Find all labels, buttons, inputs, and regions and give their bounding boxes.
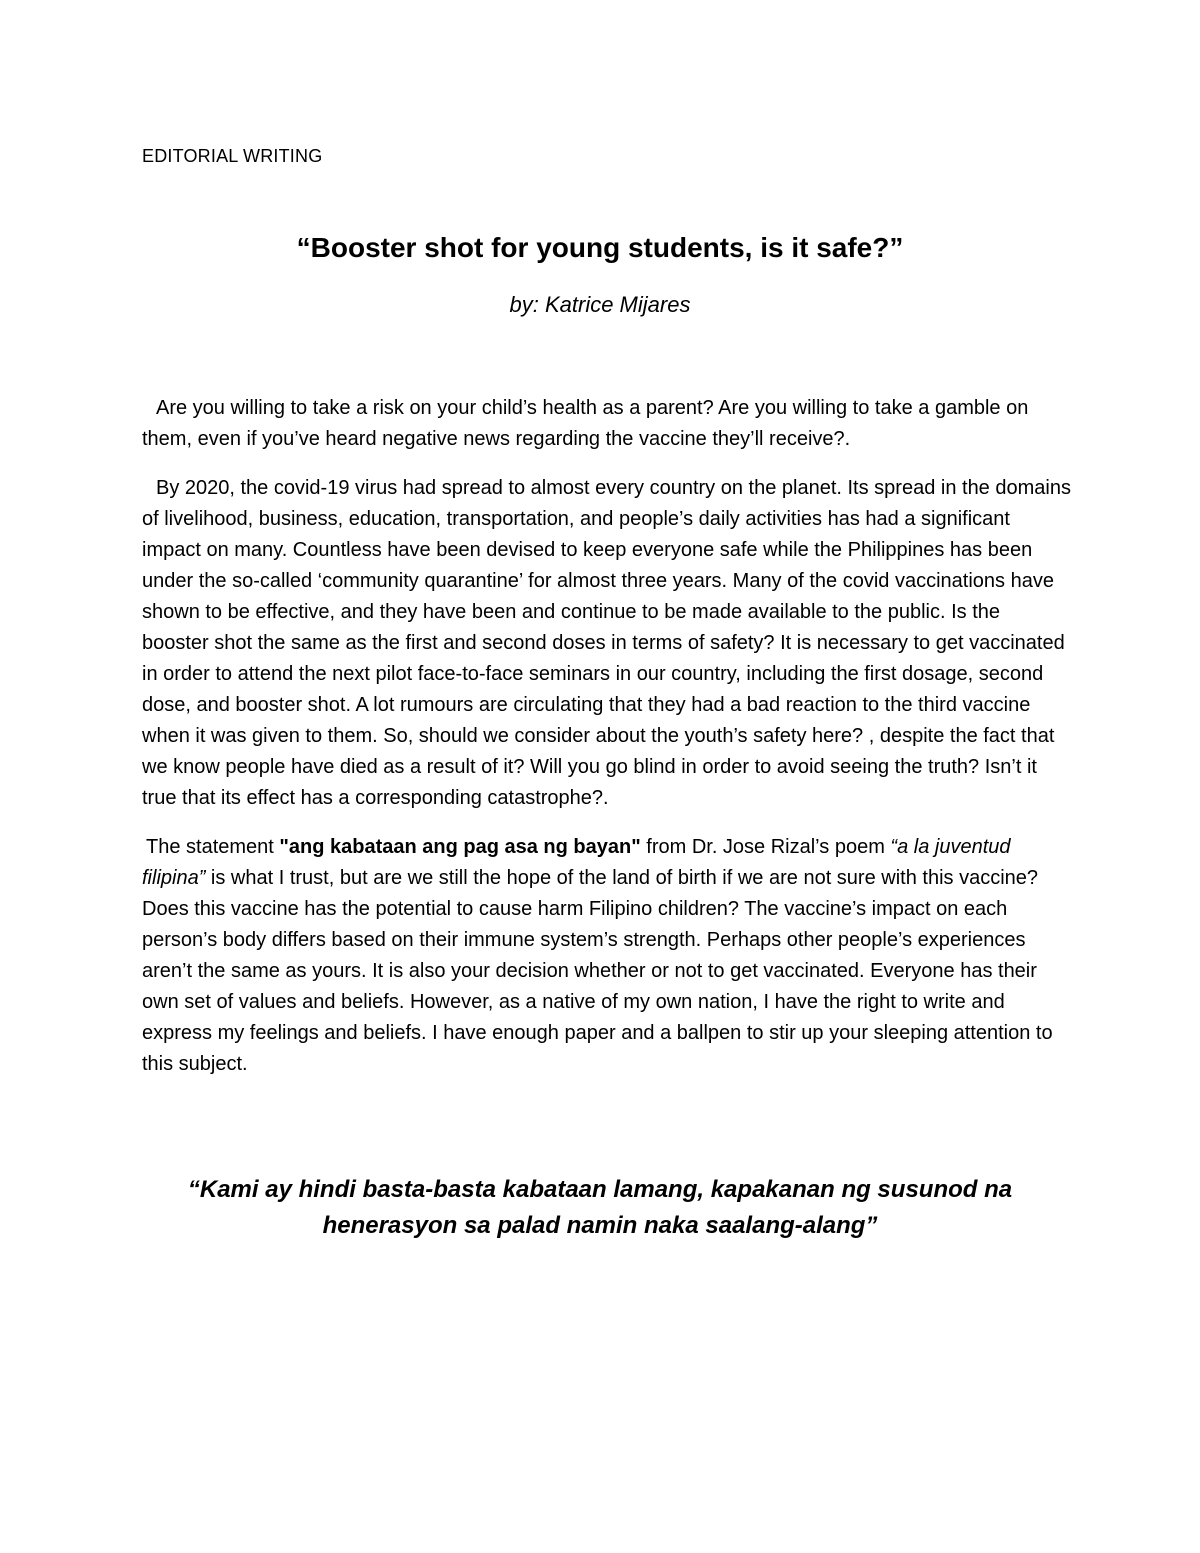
article-body	[142, 393, 1072, 1098]
paragraph-3-mid: from Dr. Jose Rizal’s poem	[640, 836, 891, 858]
paragraph-1: Are you willing to take a risk on your child’s health as a parent? Are you willing to take a gamble on them, even if you’ve heard negative news regarding the vaccine they’ll receive?.	[142, 397, 1029, 450]
closing-quote-line-1: “Kami ay hindi basta-basta kabataan lamang, kapakanan ng susunod na	[187, 1176, 1013, 1203]
byline: by: Katrice Mijares	[509, 292, 691, 317]
paragraph-3-rest: is what I trust, but are we still the hope of the land of birth if we are not sure with this vaccine? Does this vaccine has the potential to cause harm Filipino children? The vaccine’s impact on each person’s body differs based on their immune system’s strength. Perhaps other people’s experiences aren’t the same as yours. It is also your decision whether or not to get vaccinated. Everyone has their own set of values and beliefs. However, as a native of my own nation, I have the right to write and express my feelings and beliefs. I have enough paper and a ballpen to stir up your sleeping attention to this subject.	[142, 867, 1053, 1075]
rizal-quote: "ang kabataan ang pag asa ng bayan"	[279, 836, 641, 858]
closing-quote	[0, 1172, 1200, 1244]
paragraph-3-lead: The statement	[146, 836, 280, 858]
closing-quote-line-2: henerasyon sa palad namin naka saalang-alang”	[322, 1212, 878, 1239]
paragraph-3	[142, 832, 1072, 1080]
article-title: “Booster shot for young students, is it safe?”	[296, 232, 904, 263]
poem-title: “a la juventud filipina”	[142, 836, 1011, 889]
section-label: EDITORIAL WRITING	[142, 146, 323, 166]
paragraph-2: By 2020, the covid-19 virus had spread to almost every country on the planet. Its spread in the domains of livelihood, business, education, transportation, and people’s daily activities has had a significant impact on many. Countless have been devised to keep everyone safe while the Philippines has been under the so-called ‘community quarantine’ for almost three years. Many of the covid vaccinations have shown to be effective, and they have been and continue to be made available to the public. Is the booster shot the same as the first and second doses in terms of safety? It is necessary to get vaccinated in order to attend the next pilot face-to-face seminars in our country, including the first dosage, second dose, and booster shot. A lot rumours are circulating that they had a bad reaction to the third vaccine when it was given to them. So, should we consider about the youth’s safety here? , despite the fact that we know people have died as a result of it? Will you go blind in order to avoid seeing the truth? Isn’t it true that its effect has a corresponding catastrophe?.	[142, 477, 1071, 809]
